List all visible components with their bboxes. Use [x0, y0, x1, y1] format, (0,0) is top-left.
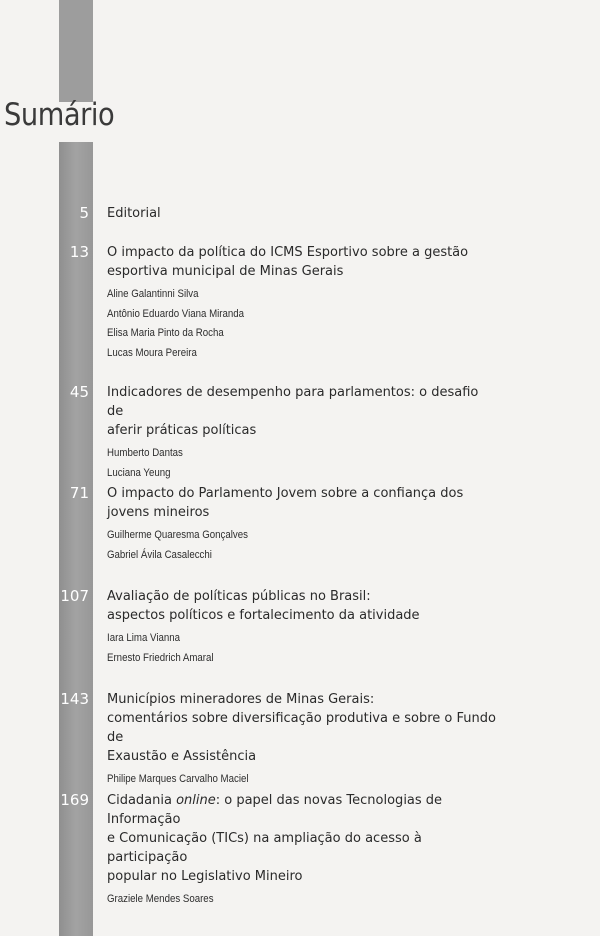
author: Gabriel Ávila Casalecchi: [107, 548, 212, 561]
entry-title-line: esportiva municipal de Minas Gerais: [107, 264, 344, 279]
entry-title-line: jovens mineiros: [107, 505, 210, 520]
page-number: 71: [69, 484, 89, 502]
author: Philipe Marques Carvalho Maciel: [107, 773, 249, 785]
entry-title: [107, 484, 497, 522]
page-number: 143: [60, 690, 89, 708]
entry-title-prefix: Cidadania: [107, 793, 177, 808]
entry-title-line: e Comunicação (TICs) na ampliação do acesso à participação: [107, 831, 422, 865]
entry-title-line: O impacto da política do ICMS Esportivo sobre a gestão: [107, 245, 469, 260]
page-number: 169: [60, 791, 89, 809]
entry-title: [107, 587, 497, 625]
entry-title-line: aspectos políticos e fortalecimento da atividade: [107, 608, 420, 623]
author: Ernesto Friedrich Amaral: [107, 651, 214, 664]
entry-title-italic: online: [176, 793, 216, 808]
author: Antônio Eduardo Viana Miranda: [107, 307, 245, 320]
entry-title-line: Exaustão e Assistência: [107, 749, 257, 764]
entry-title-line: Avaliação de políticas públicas no Brasil:: [107, 589, 371, 604]
author: Luciana Yeung: [107, 466, 171, 479]
author-list: [107, 770, 497, 790]
author-list: [107, 890, 497, 910]
entry-title-line: aferir práticas políticas: [107, 423, 257, 438]
entry-title-rest: : o papel das novas Tecnologias de Informação: [107, 793, 443, 827]
entry-title-line: O impacto do Parlamento Jovem sobre a confiança dos: [107, 486, 464, 501]
entry-title-line: comentários sobre diversificação produtiva e sobre o Fundo de: [107, 711, 496, 745]
entry-title: [107, 791, 497, 886]
entry-title: [107, 243, 497, 281]
entry-title-line: Indicadores de desempenho para parlamentos: o desafio de: [107, 385, 479, 419]
author: Aline Galantinni Silva: [107, 288, 199, 300]
author-list: [107, 285, 497, 363]
entry-title-line: popular no Legislativo Mineiro: [107, 869, 303, 884]
page-number: 13: [69, 243, 89, 261]
entry-title-line: Municípios mineradores de Minas Gerais:: [107, 692, 375, 707]
entry-title: Editorial: [107, 206, 161, 221]
page-number: 107: [60, 587, 89, 605]
author-list: [107, 526, 497, 565]
page-number: 5: [79, 204, 89, 222]
author: Iara Lima Vianna: [107, 632, 181, 644]
author: Elisa Maria Pinto da Rocha: [107, 327, 224, 339]
author: Lucas Moura Pereira: [107, 346, 197, 359]
entry-title: [107, 690, 497, 766]
author: Humberto Dantas: [107, 447, 183, 459]
author-list: [107, 444, 497, 483]
author: Graziele Mendes Soares: [107, 893, 214, 905]
author-list: [107, 629, 497, 668]
page-number: 45: [69, 383, 89, 401]
author: Guilherme Quaresma Gonçalves: [107, 529, 248, 541]
decorative-bar-top: [59, 0, 93, 102]
entry-title: [107, 383, 497, 440]
page-title: Sumário: [4, 97, 115, 133]
